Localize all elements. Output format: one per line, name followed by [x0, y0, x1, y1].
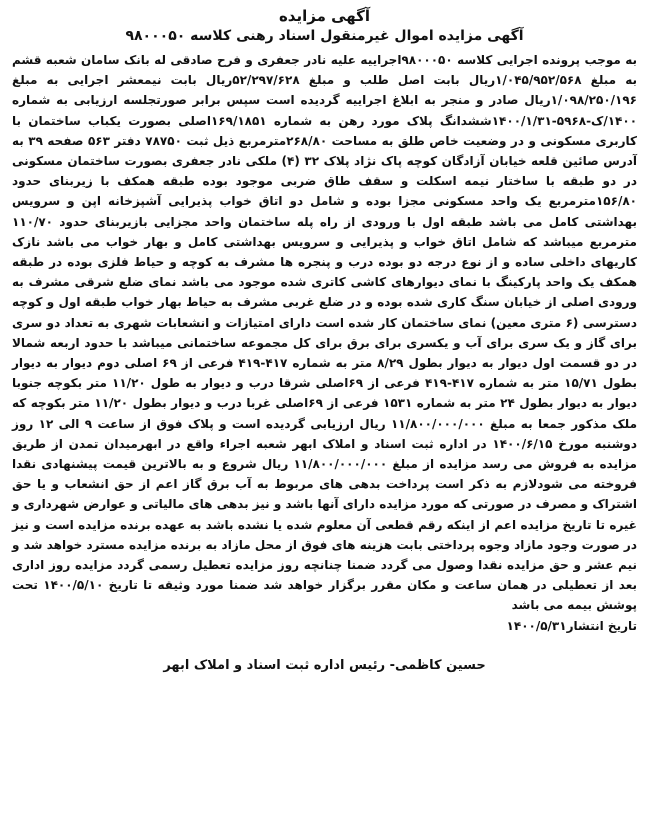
notice-subtitle: آگهی مزایده اموال غیرمنقول اسناد رهنی کلاسه ۹۸۰۰۰۵۰ — [125, 28, 524, 44]
notice-title: آگهی مزایده — [278, 7, 371, 25]
publication-date: تاریخ انتشار۱۴۰۰/۵/۳۱ — [506, 618, 637, 633]
notice-body: به موجب پرونده اجرایی کلاسه ۹۸۰۰۰۵۰اجراییه علیه نادر جعفری و فرح صادقی له بانک سامان شعبه قشم به مبلغ ۱/۰۴۵/۹۵۲/۵۶۸ریال بابت اصل طلب و مبلغ ۵۲/۲۹۷/۶۲۸ریال بابت نیمعشر اجرایی به مبلغ ۱/۰۹۸/۲۵۰/۱۹۶ریال صادر و منجر به ابلاغ اجراییه گردیده است سپس برابر صورتجلسه ارزیابی به شماره ۱۴۰۰/ک-۵۹۶۸-۱۴۰۰/۱/۳۱ششدانگ پلاک مورد رهن به شماره ۱۶۹/۱۸۵۱اصلی بصورت یکباب ساختمان با کاربری مسکونی و در وضعیت خاص طلق به مساحت ۲۶۸/۸۰مترمربع ذیل ثبت ۷۸۷۵۰ دفتر ۵۶۳ صفحه ۳۹ به آدرس صائین قلعه خیابان آزادگان کوچه پاک نژاد پلاک ۳۲ (۴) ملکی نادر جعفری بصورت ساختمان مسکونی در دو طبقه با ساختار نیمه اسکلت و سقف طاق ضربی موجود بوده طبقه همکف با زیربنای حدود ۱۵۶/۸۰مترمربع یک واحد مسکونی مجزا بوده و شامل دو اتاق خواب پذیرایی آشپزخانه اپن و سرویس بهداشتی کامل می باشد طبقه اول با ورودی از راه پله ساختمان واحد مجزایی بازیربنای حدود ۱۱۰/۷۰ مترمربع میباشد که شامل اتاق خواب و پذیرایی و سرویس بهداشتی کامل و بهار خواب می باشد نازک کاریهای داخلی ساده و از نوع درجه دو بوده درب و پنجره ها مشرف به کوچه و حیاط فلزی بوده در طبقه همکف یک واحد پارکینگ با نمای دیوارهای کاشی کاتری شده موجود می باشد نمای ضلع شرقی مشرف به ورودی اصلی از خیابان سنگ کاری شده بوده و در ضلع غربی مشرف به حیاط بهار خواب طبقه اول و کوچه دسترسی (۶ متری معین) نمای ساختمان کار شده است دارای امتیازات و انشعابات شهری به تعداد دو سری برای گاز و یک سری برای آب و یکسری برای برق برای کل مجموعه ساختمانی میباشد با حدود اربعه شمالا در دو قسمت اول دیوار به دیوار بطول ۸/۲۹ متر به شماره ۴۱۷-۴۱۹ فرعی از ۶۹ اصلی دوم دیوار به دیوار بطول ۱۵/۷۱ متر به شماره ۴۱۷-۴۱۹ فرعی از ۶۹اصلی شرقا درب و دیوار به طول ۱۱/۲۰ متر بکوچه جنوبا دیوار به دیوار بطول ۲۴ متر به شماره ۱۵۳۱ فرعی از ۶۹اصلی غربا درب و دیوار بطول ۱۱/۲۰ متر بکوچه که ملک مذکور جمعا به مبلغ ۱۱/۸۰۰/۰۰۰/۰۰۰ ریال ارزیابی گردیده است و پلاک فوق از ساعت ۹ الی ۱۲ روز دوشنبه مورخ ۱۴۰۰/۶/۱۵ در اداره ثبت اسناد و املاک ابهر شعبه اجراء واقع در ابهرمیدان تمدن از طریق مزایده به فروش می رسد مزایده از مبلغ ۱۱/۸۰۰/۰۰۰/۰۰۰ ریال شروع و به بالاترین قیمت پیشنهادی نقدا فروخته می شودلازم به ذکر است پرداخت بدهی های مربوط به آب برق گاز اعم از حق انشعاب و یا حق اشتراک و مصرف در صورتی که مورد مزایده دارای آنها باشد و نیز بدهی های مالیاتی و عوارض شهرداری و غیره تا تاریخ مزایده اعم از اینکه رقم قطعی آن معلوم شده یا نشده باشد به عهده برنده مزایده است و نیز در صورت وجود مازاد وجوه پرداختی بابت هزینه های فوق از محل مازاد به برنده مزایده مسترد خواهد شد و نیم عشر و حق مزایده نقدا وصول می گردد ضمنا چنانچه روز مزایده تعطیل رسمی گردد مزایده روز اداری بعد از تعطیلی در همان ساعت و مکان مقرر برگزار خواهد شد ضمنا مورد وثیقه تا تاریخ ۱۴۰۰/۵/۱۰ تحت پوشش بیمه می باشد — [12, 53, 638, 613]
auction-notice — [8, 6, 641, 821]
signature-line: حسین کاظمی- رئیس اداره ثبت اسناد و املاک ابهر — [163, 657, 486, 673]
